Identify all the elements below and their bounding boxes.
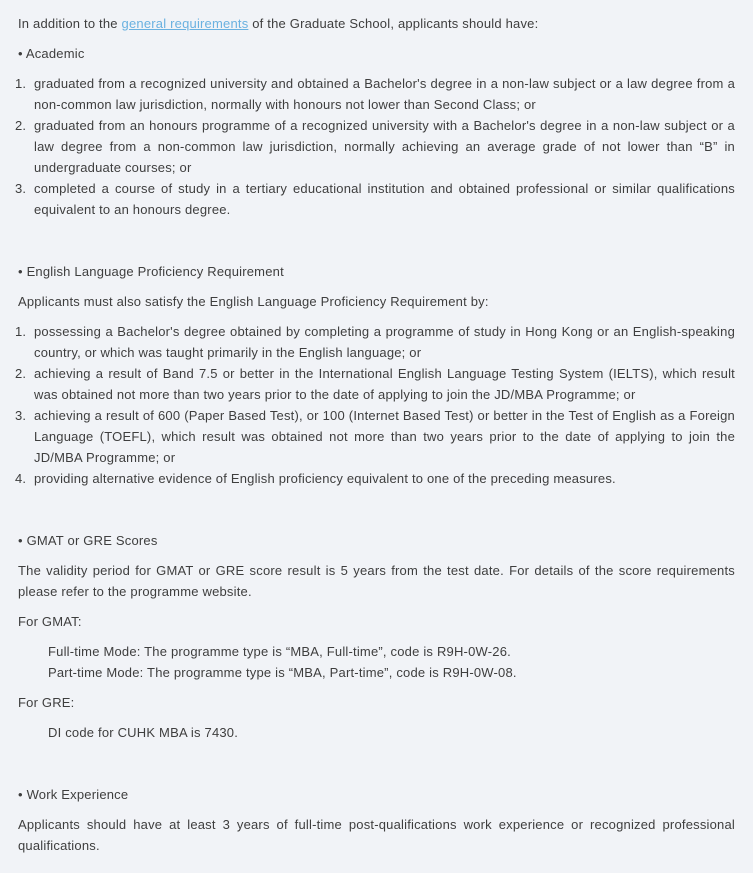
english-intro-paragraph: Applicants must also satisfy the English Language Proficiency Requirement by: xyxy=(18,294,489,309)
gmat-parttime-line: Part-time Mode: The programme type is “MBA, Part-time”, code is R9H-0W-08. xyxy=(48,665,517,680)
section-heading-work: • Work Experience xyxy=(18,787,129,802)
academic-item-2: 2. graduated from an honours programme of a recognized university with a Bachelor's degree in a non-law subject or a law degree from a non-common law jurisdiction, normally achieving an average grade of not lower than “B” in undergraduate courses; or xyxy=(30,115,735,178)
gmat-details xyxy=(18,641,735,683)
general-requirements-link[interactable]: general requirements xyxy=(121,16,249,31)
scores-intro-paragraph: The validity period for GMAT or GRE score result is 5 years from the test date. For details of the score requirements please refer to the programme website. xyxy=(18,563,735,599)
english-item-1: 1. possessing a Bachelor's degree obtained by completing a programme of study in Hong Kong or an English-speaking country, or which was taught primarily in the English language; or xyxy=(30,321,735,363)
section-spacer xyxy=(18,229,735,261)
english-item-3: 3. achieving a result of 600 (Paper Based Test), or 100 (Internet Based Test) or better in the Test of English as a Foreign Language (TOEFL), which result was obtained not more than two years prior to the date of applying to join the JD/MBA Programme; or xyxy=(30,405,735,468)
gre-label: For GRE: xyxy=(18,695,75,710)
intro-paragraph xyxy=(18,13,735,34)
intro-text-before: In addition to the xyxy=(18,16,122,31)
section-spacer xyxy=(18,498,735,530)
gmat-label: For GMAT: xyxy=(18,614,82,629)
intro-text-after: of the Graduate School, applicants should have: xyxy=(248,16,539,31)
work-experience-paragraph: Applicants should have at least 3 years of full-time post-qualifications work experience or recognized professional qualifications. xyxy=(18,817,735,853)
english-item-2: 2. achieving a result of Band 7.5 or better in the International English Language Testing System (IELTS), which result was obtained not more than two years prior to the date of applying to join the JD/MBA Programme; or xyxy=(30,363,735,405)
gmat-fulltime-line: Full-time Mode: The programme type is “MBA, Full-time”, code is R9H-0W-26. xyxy=(48,644,511,659)
section-heading-academic: • Academic xyxy=(18,46,85,61)
academic-requirements-list xyxy=(18,73,735,220)
english-item-4: 4. providing alternative evidence of English proficiency equivalent to one of the preceding measures. xyxy=(30,468,735,489)
section-heading-scores: • GMAT or GRE Scores xyxy=(18,533,158,548)
gre-details xyxy=(18,722,735,743)
english-requirements-list xyxy=(18,321,735,489)
section-spacer xyxy=(18,752,735,784)
gre-di-code-line: DI code for CUHK MBA is 7430. xyxy=(48,725,239,740)
academic-item-1: 1. graduated from a recognized university and obtained a Bachelor's degree in a non-law subject or a law degree from a non-common law jurisdiction, normally with honours not lower than Second Class; or xyxy=(30,73,735,115)
academic-item-3: 3. completed a course of study in a tertiary educational institution and obtained professional or similar qualifications equivalent to an honours degree. xyxy=(30,178,735,220)
section-heading-english: • English Language Proficiency Requirement xyxy=(18,264,284,279)
